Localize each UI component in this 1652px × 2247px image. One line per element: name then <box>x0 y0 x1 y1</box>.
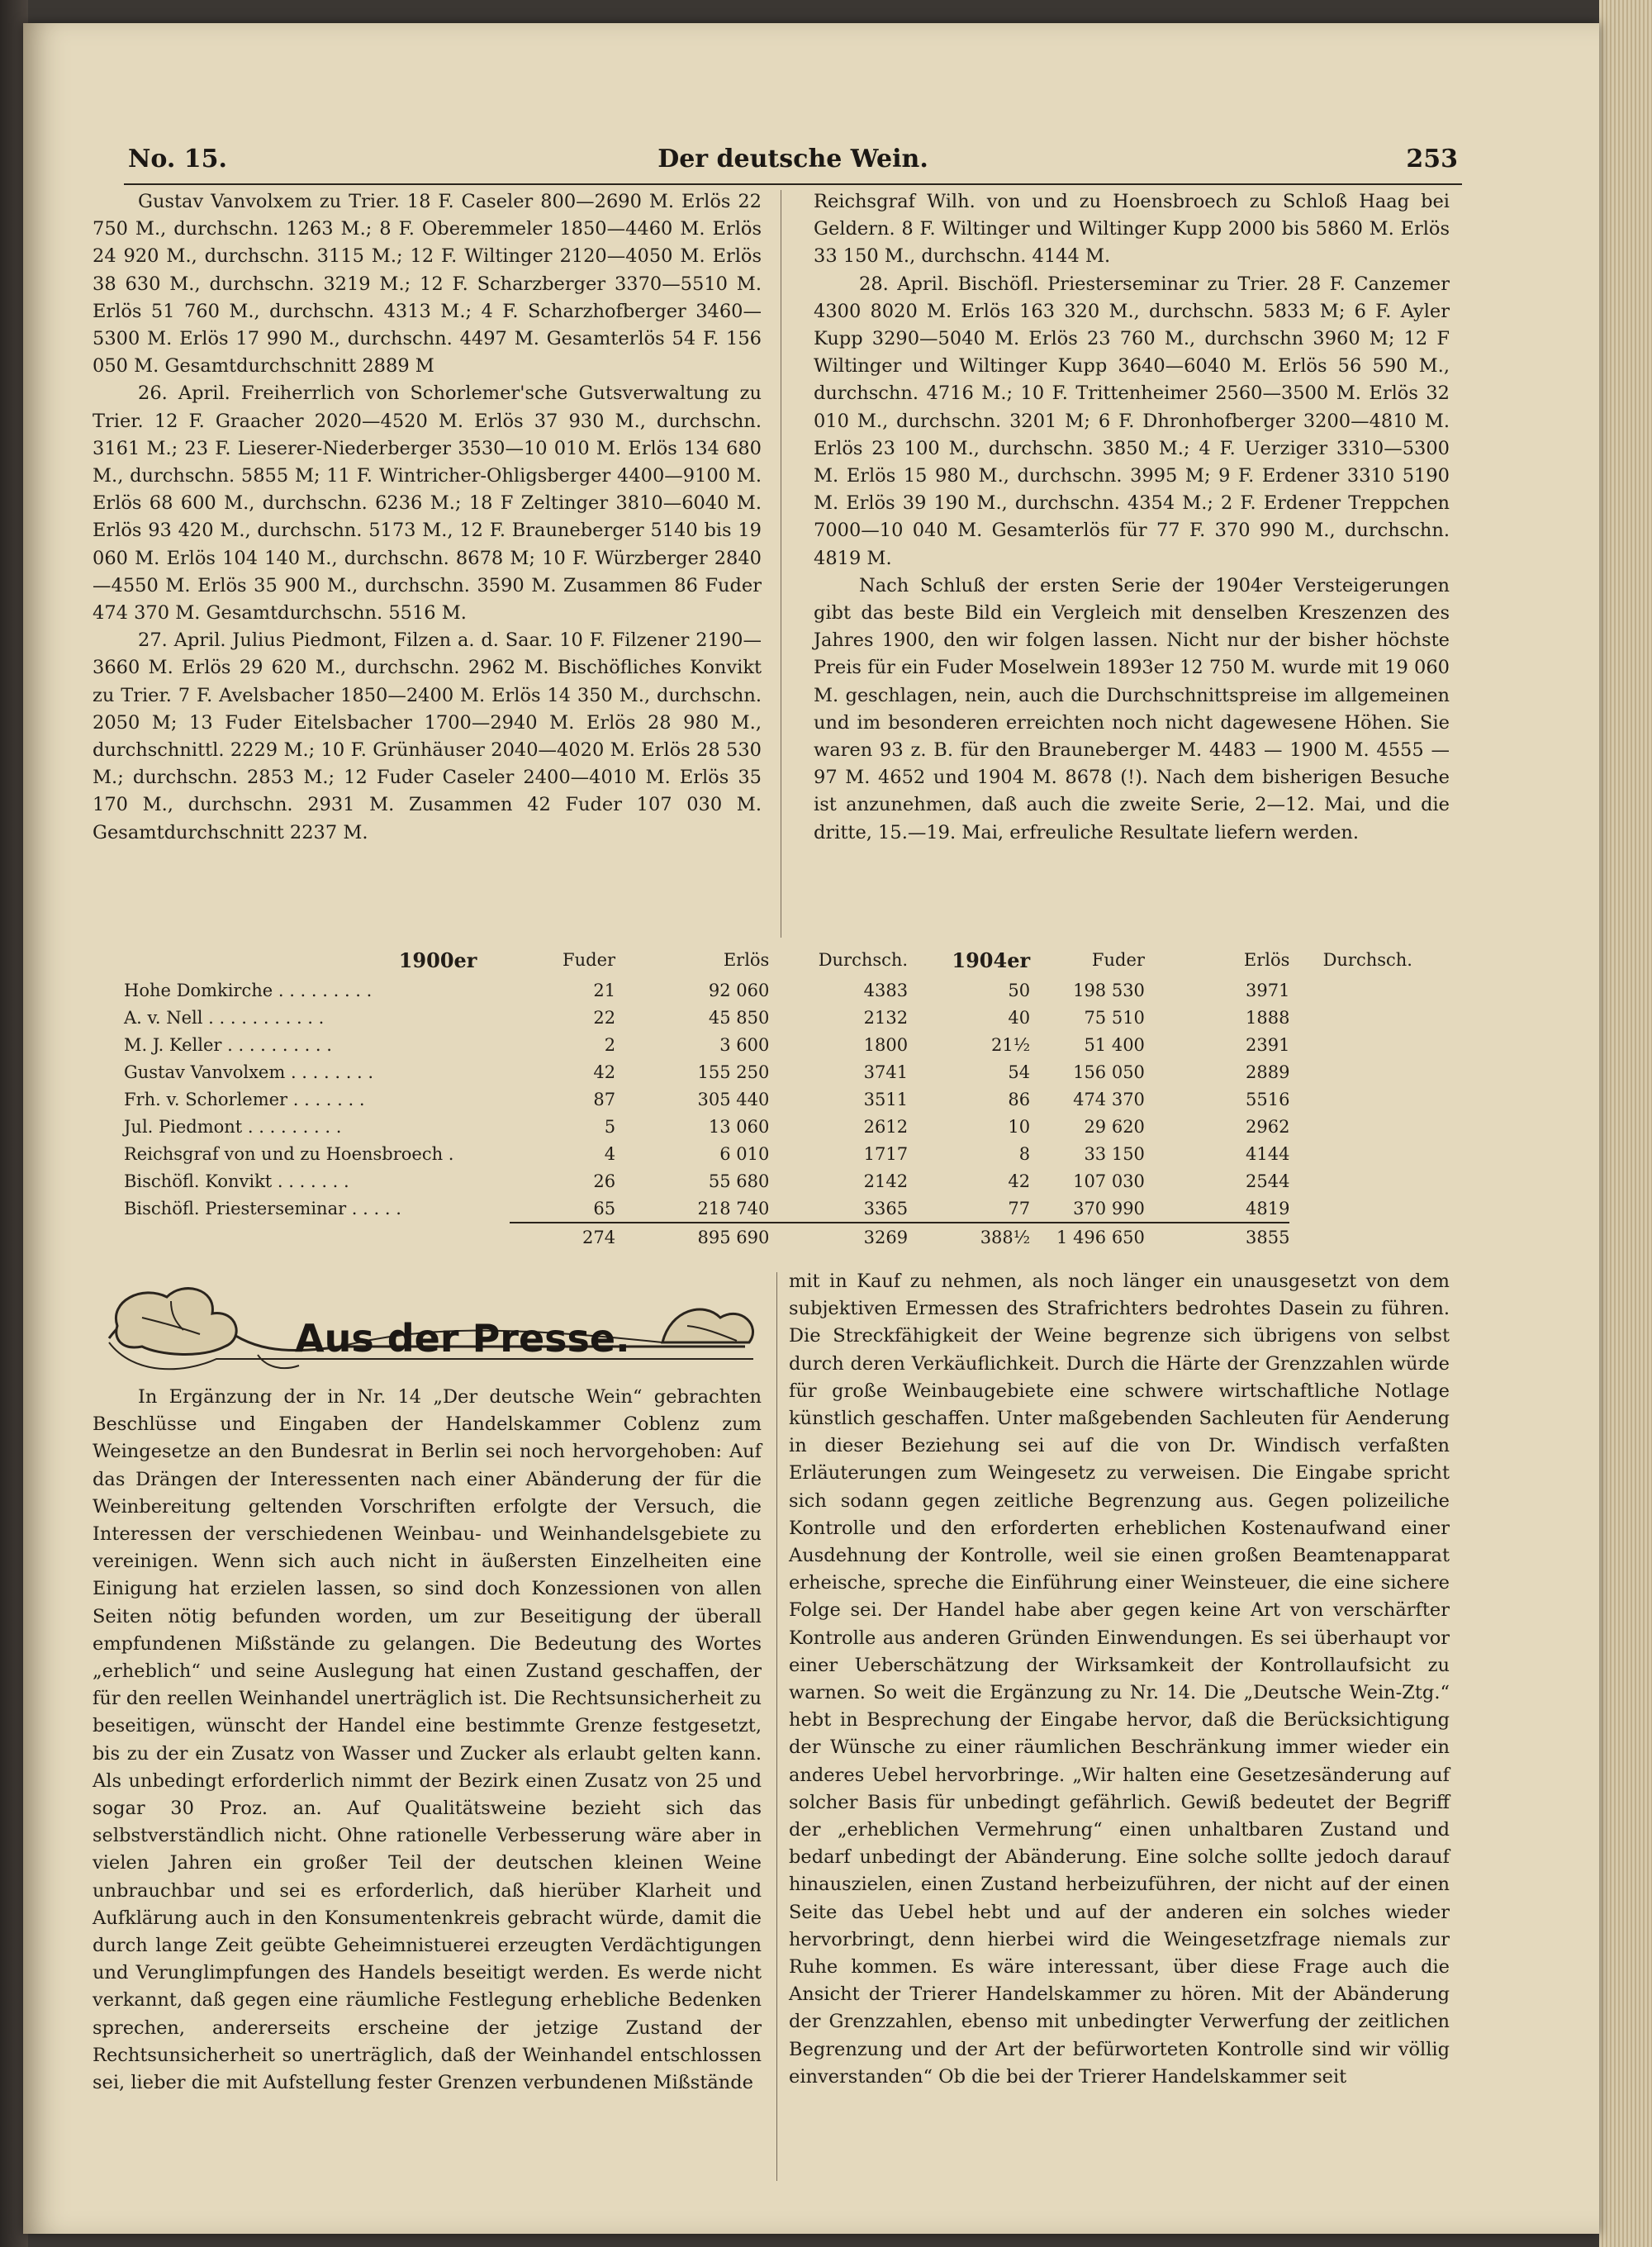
page-edges <box>1599 0 1652 2247</box>
column-divider-bottom <box>776 1272 777 2181</box>
paragraph: Nach Schluß der ersten Serie der 1904er Versteigerungen gibt das beste Bild ein Vergleich mit denselben Kreszenzen des Jahres 1900, den wir folgen lassen. Nicht nur der bisher höchste Preis für ein Fuder Moselwein 1893er 12 750 M. wurde mit 19 060 M. geschlagen, nein, auch die Durchschnittspreise im allgemeinen und im besonderen erreichten noch nicht dagewesene Höhen. Sie waren 93 z. B. für den Brauneberger M. 4483 — 1900 M. 4555 — 97 M. 4652 und 1904 M. 8678 (!). Nach dem bisherigen Besuche ist anzunehmen, daß auch die zweite Serie, 2—12. Mai, und die dritte, 15.—19. Mai, erfreuliche Resultate liefern werden. <box>814 574 1450 843</box>
header-rule <box>124 183 1462 185</box>
total-d0: 3269 <box>769 1223 908 1251</box>
cell-f4: 8 <box>1018 1143 1031 1164</box>
row-name: M. J. Keller . . . . . . . . . . <box>124 1034 332 1055</box>
cell-e4: 156 050 <box>1073 1062 1145 1082</box>
cell-e4: 29 620 <box>1084 1116 1145 1137</box>
cell-e4: 474 370 <box>1073 1089 1145 1109</box>
comparison-table <box>124 943 1412 1251</box>
cell-d4: 4819 <box>1245 1198 1290 1219</box>
total-f4: 388½ <box>908 1223 1030 1251</box>
cell-f0: 26 <box>593 1171 616 1191</box>
cell-f4: 42 <box>1008 1171 1031 1191</box>
cell-e0: 218 740 <box>697 1198 770 1219</box>
cell-f0: 65 <box>593 1198 616 1219</box>
total-f0: 274 <box>510 1223 615 1251</box>
cell-e0: 3 600 <box>719 1034 770 1055</box>
cell-d4: 4144 <box>1245 1143 1290 1164</box>
row-name: Hohe Domkirche . . . . . . . . . <box>124 980 373 1000</box>
cell-d4: 2544 <box>1245 1171 1290 1191</box>
cell-d4: 1888 <box>1245 1007 1290 1028</box>
cell-d0: 2132 <box>863 1007 909 1028</box>
paragraph: Gustav Vanvolxem zu Trier. 18 F. Caseler 800—2690 M. Erlös 22 750 M., durchschn. 1263 M.; 8 F. Oberemmeler 1850—4460 M. Erlös 24 920 M., durchschn. 3115 M.; 12 F. Wiltinger 2120—4050 M. Erlös 38 630 M., durchschn. 3219 M.; 12 F. Scharzberger 3370—5510 M. Erlös 51 760 M., durchschn. 4313 M.; 4 F. Scharzhofberger 3460—5300 M. Erlös 17 990 M., durchschn. 4497 M. Gesamterlös 54 F. 156 050 M. Gesamtdurchschnitt 2889 M <box>93 191 762 378</box>
cell-d4: 5516 <box>1245 1089 1290 1109</box>
journal-title: Der deutsche Wein. <box>657 145 928 173</box>
cell-d0: 2612 <box>863 1116 909 1137</box>
cell-d0: 2142 <box>863 1171 909 1191</box>
table-row <box>124 976 1412 1004</box>
table-row <box>124 1140 1412 1167</box>
row-name: Jul. Piedmont . . . . . . . . . <box>124 1116 342 1137</box>
paragraph: In Ergänzung der in Nr. 14 „Der deutsche Wein“ gebrachten Beschlüsse und Eingaben der Handelskammer Coblenz zum Weingesetze an den Bundesrat in Berlin sei noch hervorgehoben: Auf das Drängen der Interessenten nach einer Abänderung der für die Weinbereitung geltenden Vorschriften erfolgte der Versuch, die Interessen der verschiedenen Weinbau- und Weinhandelsgebiete zu vereinigen. Wenn sich auch nicht in äußersten Einzelheiten eine Einigung hat erzielen lassen, so sind doch Konzessionen von allen Seiten nötig befunden worden, um zur Beseitigung der überall empfundenen Mißstände zu gelangen. Die Bedeutung des Wortes „erheblich“ und seine Auslegung hat einen Zustand geschaffen, der für den reellen Weinhandel unerträglich ist. Die Rechtsunsicherheit zu beseitigen, wünscht der Handel eine bestimmte Grenze festgesetzt, bis zu der ein Zusatz von Wasser und Zucker als erlaubt gelten kann. Als unbedingt erforderlich nimmt der Bezirk einen Zusatz von 25 und sogar 30 Proz. an. Auf Qualitätsweine bezieht sich das selbstverständlich nicht. Ohne rationelle Verbesserung wäre aber in vielen Jahren ein großer Teil der deutschen kleinen Weine unbrauchbar und sei es erforderlich, daß hierüber Klarheit und Aufklärung auch in den Konsumentenkreis gebracht würde, damit die durch lange Zeit geübte Geheimnistuerei erzeugten Verdächtigungen und Verunglimpfungen des Handels beseitigt werden. Es werde nicht verkannt, daß gegen eine räumliche Festlegung erhebliche Bedenken sprechen, andererseits erscheine der jetzige Zustand der Rechtsunsicherheit so unerträglich, daß der Weinhandel entschlossen sei, lieber die mit Aufstellung fester Grenzen verbundenen Mißstände <box>93 1386 762 2094</box>
column-bottom-right <box>789 1268 1450 2091</box>
row-name: Bischöfl. Konvikt . . . . . . . <box>124 1171 349 1191</box>
cell-d0: 3741 <box>863 1062 909 1082</box>
cell-f4: 86 <box>1008 1089 1031 1109</box>
cell-e4: 107 030 <box>1073 1171 1145 1191</box>
column-bottom-left <box>93 1384 762 2097</box>
cell-d4: 3971 <box>1245 980 1290 1000</box>
header-durchschn: Durchsch. <box>1322 950 1412 970</box>
table-header-row <box>124 943 1412 976</box>
page-header <box>128 145 1458 181</box>
table-row <box>124 1058 1412 1085</box>
cell-f4: 10 <box>1008 1116 1031 1137</box>
cell-f0: 87 <box>593 1089 616 1109</box>
row-name: Bischöfl. Priesterseminar . . . . . <box>124 1199 401 1219</box>
cell-f4: 21½ <box>991 1034 1031 1055</box>
cell-e4: 75 510 <box>1084 1007 1145 1028</box>
page-number: 253 <box>1406 145 1458 173</box>
cell-d4: 2889 <box>1245 1062 1290 1082</box>
cell-d0: 3365 <box>863 1198 909 1219</box>
issue-number: No. 15. <box>128 145 227 173</box>
paragraph: mit in Kauf zu nehmen, als noch länger ein unausgesetzt von dem subjektiven Ermessen des Strafrichters bedrohtes Dasein zu führen. Die Streckfähigkeit der Weine begrenze sich übrigens von selbst durch deren Verkäuflichkeit. Durch die Härte der Grenzzahlen würde für große Weinbaugebiete eine schwere wirtschaftliche Notlage künstlich geschaffen. Unter maßgebenden Sachleuten für Aenderung in dieser Beziehung sei auf die von Dr. Windisch verfaßten Erläuterungen zum Weingesetz zu verweisen. Die Eingabe spricht sich sodann gegen zeitliche Begrenzung aus. Gegen polizeiliche Kontrolle und den erforderten erheblichen Kostenaufwand einer Ausdehnung der Kontrolle, weil sie einen großen Beamtenapparat erheische, spreche die Einführung einer Weinsteuer, die eine sichere Folge sei. Der Handel habe aber gegen keine Art von verschärfter Kontrolle aus anderen Gründen Einwendungen. Es sei überhaupt vor einer Ueberschätzung der Wirksamkeit der Kontrollaufsicht zu warnen. So weit die Ergänzung zu Nr. 14. Die „Deutsche Wein-Ztg.“ hebt in Besprechung der Eingabe hervor, daß die Berücksichtigung der Wünsche zu einer räumlichen Beschränkung immer wieder ein anderes Uebel hervorbringe. „Wir halten eine Gesetzesänderung auf solcher Basis für unbedingt gefährlich. Gewiß bedeutet der Begriff der „erheblichen Vermehrung“ einen unhaltbaren Zustand und bedarf unbedingt der Abänderung. Eine solche sollte jedoch darauf hinauszielen, einen Zustand herbeizuführen, der nicht auf der einen Seite das Uebel hebt und auf der anderen ein solches wieder hervorbringt, denn hierbei wird die Weingesetzfrage niemals zur Ruhe kommen. Es wäre interessant, über diese Frage auch die Ansicht der Trierer Handelskammer zu hören. Mit der Abänderung der Grenzzahlen, ebenso mit unbedingter Verwerfung der zeitlichen Begrenzung und der Art der befürworteten Kontrolle sind wir völlig einverstanden“ Ob die bei der Trierer Handelskammer seit <box>789 1271 1450 2088</box>
table-row <box>124 1167 1412 1195</box>
cell-e4: 370 990 <box>1073 1198 1145 1219</box>
cell-e4: 33 150 <box>1084 1143 1145 1164</box>
cell-f4: 50 <box>1008 980 1031 1000</box>
cell-f4: 77 <box>1008 1198 1031 1219</box>
row-name: Reichsgraf von und zu Hoensbroech . <box>124 1143 454 1164</box>
column-top-left <box>93 188 762 847</box>
cell-e0: 305 440 <box>697 1089 770 1109</box>
cell-e0: 6 010 <box>719 1143 770 1164</box>
section-title: Aus der Presse. <box>295 1316 630 1361</box>
paragraph: 28. April. Bischöfl. Priesterseminar zu Trier. 28 F. Canzemer 4300 8020 M. Erlös 163 320 M., durchschn. 5833 M; 6 F. Ayler Kupp 3290—5040 M. Erlös 23 760 M., durchschn 3960 M; 12 F Wiltinger und Wiltinger Kupp 3640—6040 M. Erlös 56 590 M., durchschn. 4716 M.; 10 F. Trittenheimer 2560—3500 M. Erlös 32 010 M., durchschn. 3201 M; 6 F. Dhronhofberger 3200—4810 M. Erlös 23 100 M., durchschn. 3850 M.; 4 F. Uerziger 3310—5300 M. Erlös 15 980 M., durchschn. 3995 M; 9 F. Erdener 3310 5190 M. Erlös 39 190 M., durchschn. 4354 M.; 2 F. Erdener Treppchen 7000—10 040 M. Gesamterlös für 77 F. 370 990 M., durchschn. 4819 M. <box>814 273 1450 569</box>
cell-f0: 21 <box>593 980 616 1000</box>
cell-e4: 198 530 <box>1073 980 1145 1000</box>
cell-e0: 45 850 <box>708 1007 770 1028</box>
header-erloes: Erlös <box>723 950 770 970</box>
cell-e0: 92 060 <box>708 980 770 1000</box>
cell-d0: 3511 <box>863 1089 909 1109</box>
row-name: Gustav Vanvolxem . . . . . . . . <box>124 1062 374 1082</box>
cell-f0: 5 <box>604 1116 616 1137</box>
paragraph: 26. April. Freiherrlich von Schorlemer'sche Gutsverwaltung zu Trier. 12 F. Graacher 2020—4520 M. Erlös 37 930 M., durchschn. 3161 M.; 23 F. Lieserer-Niederberger 3530—10 010 M. Erlös 134 680 M., durchschn. 5855 M; 11 F. Wintricher-Ohligsberger 4400—9100 M. Erlös 68 600 M., durchschn. 6236 M.; 18 F Zeltinger 3810—6040 M. Erlös 93 420 M., durchschn. 5173 M., 12 F. Brauneberger 5140 bis 19 060 M. Erlös 104 140 M., durchschn. 8678 M; 10 F. Würzberger 2840—4550 M. Erlös 35 900 M., durchschn. 3590 M. Zusammen 86 Fuder 474 370 M. Gesamtdurchschn. 5516 M. <box>93 382 762 625</box>
header-1900: 1900er <box>398 948 477 972</box>
table-row <box>124 1031 1412 1058</box>
table-total-row <box>124 1223 1412 1251</box>
total-label <box>124 1223 510 1251</box>
header-erloes: Erlös <box>1243 950 1290 970</box>
cell-e0: 155 250 <box>697 1062 770 1082</box>
table-row <box>124 1004 1412 1031</box>
cell-f0: 4 <box>604 1143 616 1164</box>
total-e0: 895 690 <box>615 1223 769 1251</box>
paragraph: 27. April. Julius Piedmont, Filzen a. d. Saar. 10 F. Filzener 2190—3660 M. Erlös 29 620 M., durchschn. 2962 M. Bischöfliches Konvikt zu Trier. 7 F. Avelsbacher 1850—2400 M. Erlös 14 350 M., durchschn. 2050 M; 13 Fuder Eitelsbacher 1700—2940 M. Erlös 28 980 M., durchschnittl. 2229 M.; 10 F. Grünhäuser 2040—4020 M. Erlös 28 530 M.; durchschn. 2853 M.; 12 Fuder Caseler 2400—4010 M. Erlös 35 170 M., durchschn. 2931 M. Zusammen 42 Fuder 107 030 M. Gesamtdurchschnitt 2237 M. <box>93 629 762 843</box>
table-row <box>124 1085 1412 1113</box>
cell-f0: 22 <box>593 1007 616 1028</box>
header-durchschn: Durchsch. <box>818 950 909 970</box>
cell-d0: 1800 <box>863 1034 909 1055</box>
cell-d4: 2391 <box>1245 1034 1290 1055</box>
cell-e0: 13 060 <box>708 1116 770 1137</box>
header-fuder: Fuder <box>563 950 616 970</box>
header-fuder: Fuder <box>1091 950 1145 970</box>
section-banner <box>93 1276 766 1384</box>
table-row <box>124 1113 1412 1140</box>
cell-e0: 55 680 <box>708 1171 770 1191</box>
total-e4: 1 496 650 <box>1030 1223 1145 1251</box>
header-1904: 1904er <box>952 948 1031 972</box>
column-top-right <box>814 188 1450 847</box>
row-name: Frh. v. Schorlemer . . . . . . . <box>124 1089 365 1109</box>
cell-f4: 54 <box>1008 1062 1031 1082</box>
cell-d4: 2962 <box>1245 1116 1290 1137</box>
row-name: A. v. Nell . . . . . . . . . . . <box>124 1007 325 1028</box>
total-d4: 3855 <box>1145 1223 1290 1251</box>
cell-e4: 51 400 <box>1084 1034 1145 1055</box>
table-row <box>124 1195 1412 1223</box>
cell-f0: 42 <box>593 1062 616 1082</box>
paragraph: Reichsgraf Wilh. von und zu Hoensbroech zu Schloß Haag bei Geldern. 8 F. Wiltinger und Wiltinger Kupp 2000 bis 5860 M. Erlös 33 150 M., durchschn. 4144 M. <box>814 191 1450 268</box>
cell-d0: 4383 <box>863 980 909 1000</box>
cell-f0: 2 <box>604 1034 616 1055</box>
cell-f4: 40 <box>1008 1007 1031 1028</box>
cell-d0: 1717 <box>863 1143 909 1164</box>
